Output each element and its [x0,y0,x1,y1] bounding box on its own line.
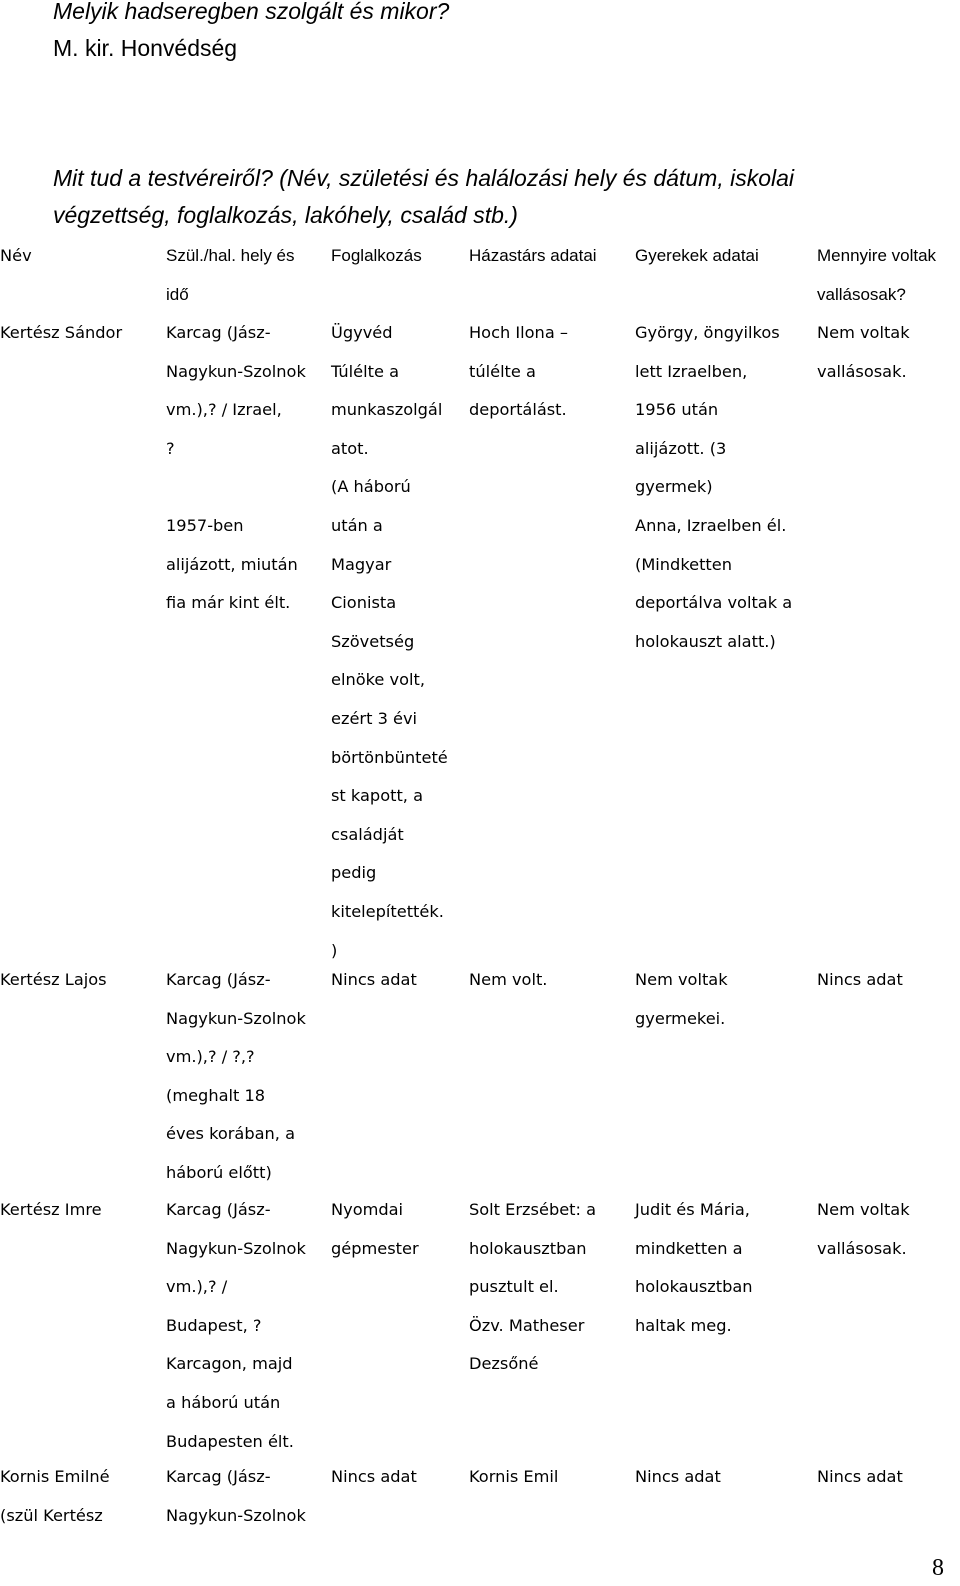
row-2-birth-line: vm.),? / ?,? [166,1047,255,1067]
row-2-birth-line: háború előtt) [166,1162,272,1182]
row-3-job-line: gépmester [331,1238,419,1258]
row-3-birth-line: a háború után [166,1392,281,1412]
header-spouse-cell [469,237,597,276]
row-1-spouse-cell [469,314,568,430]
row-4-birth-line: Nagykun-Szolnok [166,1505,306,1525]
header-name-line: Név [0,246,32,265]
row-4-religion-cell [817,1458,903,1497]
row-2-name-line: Kertész Lajos [0,970,107,989]
row-1-religion-line: Nem voltak [817,323,910,342]
row-1-job-line: családját [331,824,404,844]
row-1-birth-line: 1957-ben [166,515,244,535]
row-3-job-cell [331,1191,419,1268]
row-1-birth-line: vm.),? / Izrael, [166,400,282,420]
row-1-children-cell [635,314,792,661]
row-4-children-cell [635,1458,721,1497]
row-3-spouse-line: pusztult el. [469,1277,559,1297]
row-2-birth-cell [166,961,306,1193]
row-1-job-cell [331,314,448,970]
row-1-job-line: atot. [331,438,369,458]
row-1-job-line: börtönbünteté [331,747,448,767]
row-3-spouse-line: Dezsőné [469,1354,539,1374]
row-1-birth-line: alijázott, miután [166,554,298,574]
answer-military-service: M. kir. Honvédség [53,35,238,61]
row-1-job-line: Cionista [331,593,397,613]
row-3-birth-line: Budapesten élt. [166,1431,294,1451]
row-2-job-cell [331,961,417,1000]
row-3-birth-line: vm.),? / [166,1277,228,1297]
row-2-spouse-line: Nem volt. [469,970,548,989]
row-2-birth-line: Nagykun-Szolnok [166,1008,306,1028]
row-1-children-line: holokauszt alatt.) [635,631,776,651]
header-religion-line: vallásosak? [817,284,906,304]
row-1-children-line: 1956 után [635,400,719,420]
row-1-job-line: ezért 3 évi [331,708,418,728]
row-2-name-cell [0,961,107,1000]
row-4-birth-line: Karcag (Jász- [166,1467,271,1486]
row-3-children-line: holokausztban [635,1277,753,1297]
row-3-children-line: mindketten a [635,1238,743,1258]
row-4-job-cell [331,1458,417,1497]
page-number: 8 [932,1555,944,1581]
row-2-religion-cell [817,961,903,1000]
row-3-birth-line: Budapest, ? [166,1315,262,1335]
row-1-children-line: lett Izraelben, [635,361,748,381]
row-4-children-line: Nincs adat [635,1467,721,1486]
question-siblings-line-1: Mit tud a testvéreiről? (Név, születési és halálozási hely és dátum, iskolai [53,165,795,191]
header-children-line: Gyerekek adatai [635,246,759,265]
row-2-job-line: Nincs adat [331,970,417,989]
row-1-spouse-line: deportálást. [469,400,567,420]
row-3-spouse-cell [469,1191,596,1384]
header-children-cell [635,237,759,276]
header-job-line: Foglalkozás [331,246,422,265]
question-siblings-line-2: végzettség, foglalkozás, lakóhely, család stb.) [53,202,518,228]
header-spouse-line: Házastárs adatai [469,246,597,265]
row-2-spouse-cell [469,961,547,1000]
row-1-spouse-line: túlélte a [469,361,536,381]
row-3-children-line: haltak meg. [635,1315,732,1335]
row-1-job-line: elnöke volt, [331,670,425,690]
row-4-religion-line: Nincs adat [817,1467,903,1486]
row-1-job-line: pedig [331,863,377,883]
row-1-birth-cell [166,314,306,623]
row-3-birth-line: Karcag (Jász- [166,1200,271,1219]
row-3-religion-line: vallásosak. [817,1238,907,1258]
row-4-spouse-cell [469,1458,558,1497]
row-1-job-line: Szövetség [331,631,415,651]
row-2-birth-line: (meghalt 18 [166,1085,266,1105]
question-military-service: Melyik hadseregben szolgált és mikor? [53,0,450,24]
row-1-birth-line: ? [166,438,175,458]
row-3-birth-cell [166,1191,306,1461]
header-birth-line: Szül./hal. hely és [166,246,295,265]
header-job-cell [331,237,422,276]
row-1-job-line: után a [331,515,383,535]
row-1-birth-line [166,468,306,507]
row-1-children-line: Anna, Izraelben él. [635,515,787,535]
header-birth-line: idő [166,284,189,304]
row-3-birth-line: Nagykun-Szolnok [166,1238,306,1258]
row-3-spouse-line: Özv. Matheser [469,1315,585,1335]
row-4-name-line: (szül Kertész [0,1505,103,1525]
row-1-name-cell [0,314,122,353]
row-1-children-line: (Mindketten [635,554,732,574]
row-1-job-line: Túlélte a [331,361,400,381]
row-3-religion-cell [817,1191,910,1268]
row-1-job-line: Ügyvéd [331,323,393,342]
row-3-birth-line: Karcagon, majd [166,1354,293,1374]
row-1-job-line: kitelepítették. [331,901,444,921]
row-4-name-line: Kornis Emilné [0,1467,110,1486]
row-1-children-line: György, öngyilkos [635,323,780,342]
row-1-religion-cell [817,314,910,391]
header-name-cell [0,237,32,276]
row-4-job-line: Nincs adat [331,1467,417,1486]
row-3-spouse-line: holokausztban [469,1238,587,1258]
row-1-spouse-line: Hoch Ilona – [469,323,568,342]
row-1-religion-line: vallásosak. [817,361,907,381]
row-1-children-line: gyermek) [635,477,713,497]
row-1-job-line: (A háború [331,477,411,497]
header-religion-cell [817,237,936,314]
row-2-children-cell [635,961,728,1038]
row-1-job-line: munkaszolgál [331,400,443,420]
row-1-name-line: Kertész Sándor [0,323,123,342]
row-1-birth-line: Karcag (Jász- [166,323,271,342]
row-2-religion-line: Nincs adat [817,970,903,989]
row-2-children-line: Nem voltak [635,970,728,989]
row-3-name-cell [0,1191,102,1230]
row-2-birth-line: Karcag (Jász- [166,970,271,989]
row-1-birth-line: fia már kint élt. [166,593,291,613]
header-religion-line: Mennyire voltak [817,246,937,265]
row-1-job-line: st kapott, a [331,786,424,806]
row-1-job-line: ) [331,940,338,960]
row-1-birth-line: Nagykun-Szolnok [166,361,306,381]
row-1-children-line: deportálva voltak a [635,593,793,613]
row-3-children-line: Judit és Mária, [635,1200,750,1219]
row-4-birth-cell [166,1458,306,1535]
header-birth-cell [166,237,295,314]
row-3-job-line: Nyomdai [331,1200,404,1219]
row-3-spouse-line: Solt Erzsébet: a [469,1200,597,1219]
row-4-spouse-line: Kornis Emil [469,1467,559,1486]
row-4-name-cell [0,1458,110,1535]
row-3-name-line: Kertész Imre [0,1200,102,1219]
row-2-children-line: gyermekei. [635,1008,726,1028]
row-3-religion-line: Nem voltak [817,1200,910,1219]
row-1-job-line: Magyar [331,554,392,574]
row-3-children-cell [635,1191,753,1345]
row-1-children-line: alijázott. (3 [635,438,727,458]
row-2-birth-line: éves korában, a [166,1124,296,1144]
